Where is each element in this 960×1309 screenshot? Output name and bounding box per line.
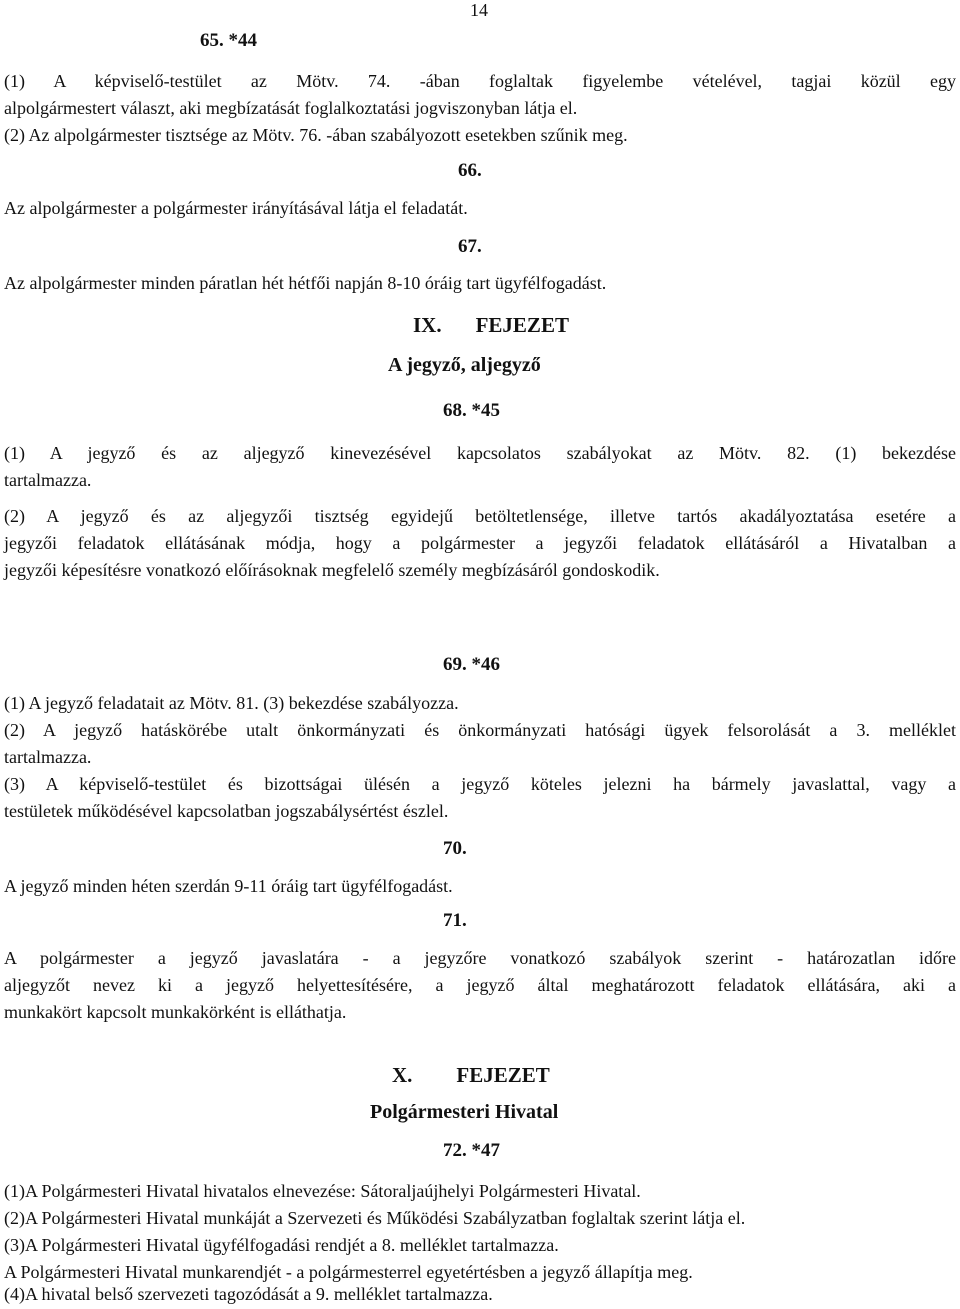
section-65-heading: 65. *44 (200, 30, 257, 51)
page-number: 14 (470, 0, 488, 20)
section-71-line-3: munkakört kapcsolt munkakörként is elláthatja. (4, 1002, 347, 1022)
chapter-9-title: A jegyző, aljegyző (388, 354, 541, 376)
section-66-heading: 66. (458, 160, 482, 181)
chapter-9-number: IX. (413, 313, 442, 337)
section-67-heading: 67. (458, 236, 482, 257)
section-68-paragraph-2-line-3: jegyzői képesítésre vonatkozó előírásoknak megfelelő személy megbízásáról gondoskodik. (4, 560, 660, 580)
section-69-heading: 69. *46 (443, 654, 500, 675)
section-69-paragraph-2: (2) A jegyző hatáskörébe utalt önkormányzati és önkormányzati hatósági ügyek felsorolását a 3. melléklet (4, 720, 956, 740)
chapter-10-number: X. (392, 1063, 413, 1087)
section-68-paragraph-2-line-2: jegyzői feladatok ellátásának módja, hogy a polgármester a jegyzői feladatok ellátásáról a Hivatalban a (4, 533, 956, 553)
section-69-paragraph-3: (3) A képviselő-testület és bizottságai ülésén a jegyző köteles jelezni ha bármely javaslattal, vagy a (4, 774, 956, 794)
section-72-line-2: (2)A Polgármesteri Hivatal munkáját a Szervezeti és Működési Szabályzatban foglaltak szerint látja el. (4, 1208, 746, 1228)
section-68-paragraph-2-line-1: (2) A jegyző és az aljegyzői tisztség egyidejű betöltetlensége, illetve tartós akadályoztatása esetére a (4, 506, 956, 526)
section-67-text: Az alpolgármester minden páratlan hét hétfői napján 8-10 óráig tart ügyfélfogadást. (4, 273, 607, 293)
section-71-line-1: A polgármester a jegyző javaslatára - a jegyzőre vonatkozó szabályok szerint - határozatlan időre (4, 948, 956, 968)
section-65-paragraph-2: (2) Az alpolgármester tisztsége az Mötv. 76. -ában szabályozott esetekben szűnik meg. (4, 125, 628, 145)
chapter-9-word: FEJEZET (475, 313, 569, 337)
section-71-heading: 71. (443, 910, 467, 931)
section-65-paragraph-1-cont: alpolgármestert választ, aki megbízatását foglalkoztatási jogviszonyban látja el. (4, 98, 578, 118)
section-70-heading: 70. (443, 838, 467, 859)
section-68-paragraph-1: (1) A jegyző és az aljegyző kinevezésével kapcsolatos szabályokat az Mötv. 82. (1) bekezdése (4, 443, 956, 463)
section-72-line-5: (4)A hivatal belső szervezeti tagozódását a 9. melléklet tartalmazza. (4, 1284, 493, 1304)
section-72-line-1: (1)A Polgármesteri Hivatal hivatalos elnevezése: Sátoraljaújhelyi Polgármesteri Hivatal. (4, 1181, 641, 1201)
section-68-paragraph-1-cont: tartalmazza. (4, 470, 92, 490)
section-69-paragraph-3-cont: testületek működésével kapcsolatban jogszabálysértést észlel. (4, 801, 449, 821)
chapter-10-word: FEJEZET (456, 1063, 550, 1087)
chapter-9-heading (413, 313, 569, 338)
section-72-line-3: (3)A Polgármesteri Hivatal ügyfélfogadási rendjét a 8. melléklet tartalmazza. (4, 1235, 559, 1255)
chapter-10-heading (392, 1063, 550, 1088)
section-72-line-4: A Polgármesteri Hivatal munkarendjét - a polgármesterrel egyetértésben a jegyző állapítja meg. (4, 1262, 693, 1282)
section-66-text: Az alpolgármester a polgármester irányításával látja el feladatát. (4, 198, 468, 218)
section-70-text: A jegyző minden héten szerdán 9-11 óráig tart ügyfélfogadást. (4, 876, 453, 896)
section-68-heading: 68. *45 (443, 400, 500, 421)
section-69-paragraph-1: (1) A jegyző feladatait az Mötv. 81. (3) bekezdése szabályozza. (4, 693, 459, 713)
section-71-line-2: aljegyzőt nevez ki a jegyző helyettesítésére, a jegyző által meghatározott feladatok ellátására, aki a (4, 975, 956, 995)
section-72-heading: 72. *47 (443, 1140, 500, 1161)
chapter-10-title: Polgármesteri Hivatal (370, 1101, 559, 1123)
section-69-paragraph-2-cont: tartalmazza. (4, 747, 92, 767)
section-65-paragraph-1: (1) A képviselő-testület az Mötv. 74. -ában foglaltak figyelembe vételével, tagjai közül egy (4, 71, 956, 91)
